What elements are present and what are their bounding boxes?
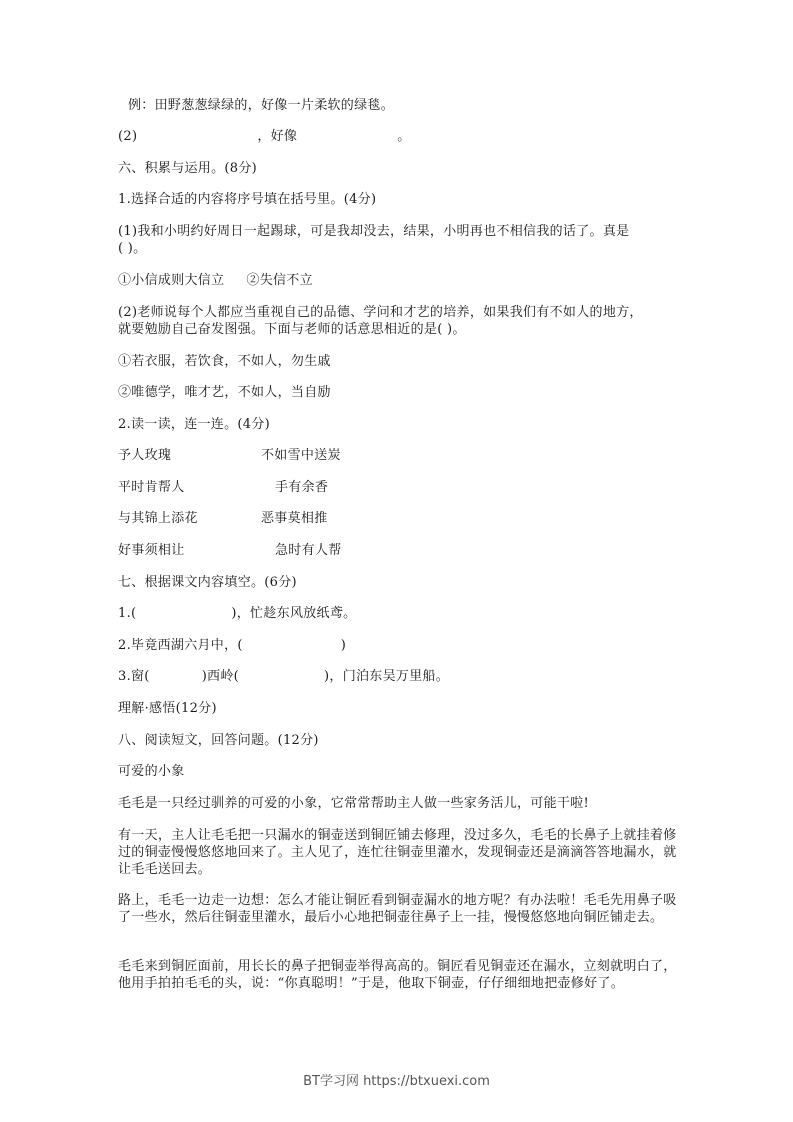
q1-sub2-line1: (2)老师说每个人都应当重视自己的品德、学问和才艺的培养，如果我们有不如人的地方， xyxy=(118,305,643,320)
item-1-suffix: )，忙趁东风放纸鸢。 xyxy=(231,606,357,621)
story-paragraph-3: 路上，毛毛一边走一边想：怎么才能让铜匠看到铜壶漏水的地方呢？有办法啦！毛毛先用鼻子吸了一些水，然后往铜壶里灌水，最后小心地把铜壶往鼻子上一挂，慢慢悠悠地向铜匠铺走去。 xyxy=(118,893,677,925)
match-right-4: 急时有人帮 xyxy=(275,543,342,558)
example-sentence: 例：田野葱葱绿绿的，好像一片柔软的绿毯。 xyxy=(128,98,395,113)
q1-sub1-line2: ( )。 xyxy=(118,241,147,256)
blank-middle: ，好像 xyxy=(257,129,298,144)
story-paragraph-2: 有一天，主人让毛毛把一只漏水的铜壶送到铜匠铺去修理，没过多久，毛毛的长鼻子上就挂着修过的铜壶慢慢悠悠地回来了。主人见了，连忙往铜壶里灌水，发现铜壶还是滴滴答答地漏水，就让毛毛送回去。 xyxy=(118,828,677,877)
blank-prefix: (2) xyxy=(118,129,138,144)
understanding-heading: 理解·感悟(12分) xyxy=(118,701,217,716)
story-paragraph-1: 毛毛是一只经过驯养的可爱的小象，它常常帮助主人做一些家务活儿，可能干啦! xyxy=(118,796,590,811)
q1-sub2-option-1: ①若衣服，若饮食，不如人，勿生戚 xyxy=(118,354,331,369)
item-2-prefix: 2.毕竟西湖六月中，( xyxy=(118,638,243,653)
item-3-prefix: 3.窗( xyxy=(118,669,150,684)
fill-item-3 xyxy=(118,668,449,685)
question-1-title: 1.选择合适的内容将序号填在括号里。(4分) xyxy=(118,192,377,207)
section-7-title: 七、根据课文内容填空。(6分) xyxy=(118,575,297,590)
fill-item-1 xyxy=(118,605,356,622)
option-1: ①小信成则大信立 xyxy=(118,273,225,288)
match-left-3: 与其锦上添花 xyxy=(118,511,198,526)
q1-sub2-option-2: ②唯德学，唯才艺，不如人，当自励 xyxy=(118,385,331,400)
site-watermark: BT学习网 https://btxuexi.com xyxy=(303,1074,490,1089)
q1-sub1-options xyxy=(118,272,313,289)
match-left-1: 予人玫瑰 xyxy=(118,448,172,463)
q1-sub2-line2: 就要勉励自己奋发图强。下面与老师的话意思相近的是( )。 xyxy=(118,322,466,337)
match-right-3: 恶事莫相推 xyxy=(261,511,328,526)
match-right-2: 手有余香 xyxy=(275,480,329,495)
story-paragraph-4: 毛毛来到铜匠面前，用长长的鼻子把铜壶举得高高的。铜匠看见铜壶还在漏水，立刻就明白了，他用手拍拍毛毛的头，说：“你真聪明！”于是，他取下铜壶，仔仔细细地把壶修好了。 xyxy=(118,959,677,991)
match-right-1: 不如雪中送炭 xyxy=(261,448,341,463)
fill-blank-2 xyxy=(118,128,411,145)
section-6-title: 六、积累与运用。(8分) xyxy=(118,161,258,176)
item-1-prefix: 1.( xyxy=(118,606,137,621)
section-8-title: 八、阅读短文，回答问题。(12分) xyxy=(118,733,319,748)
fill-item-2 xyxy=(118,637,346,654)
question-2-title: 2.读一读，连一连。(4分) xyxy=(118,417,271,432)
story-title: 可爱的小象 xyxy=(118,764,185,779)
option-2: ②失信不立 xyxy=(246,273,313,288)
item-3-middle: )西岭( xyxy=(201,669,240,684)
item-2-suffix: ) xyxy=(340,638,347,653)
blank-suffix: 。 xyxy=(397,129,411,144)
item-3-suffix: )，门泊东吴万里船。 xyxy=(324,669,450,684)
q1-sub1-line1: (1)我和小明约好周日一起踢球，可是我却没去，结果，小明再也不相信我的话了。真是 xyxy=(118,224,630,239)
match-left-4: 好事须相让 xyxy=(118,543,185,558)
match-left-2: 平时肯帮人 xyxy=(118,480,185,495)
